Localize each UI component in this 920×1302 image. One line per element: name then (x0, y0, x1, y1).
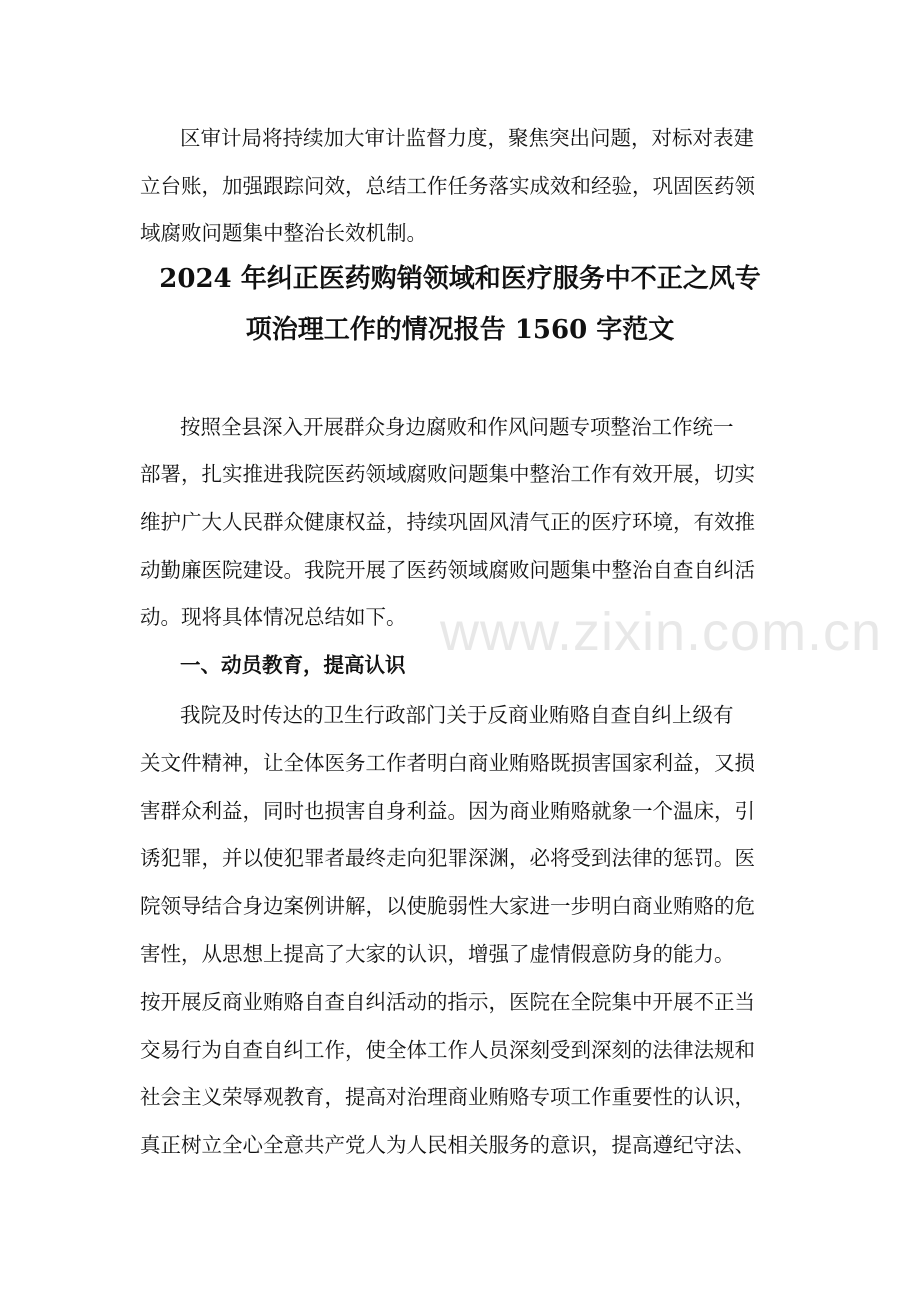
report-title-line-1: 2024 年纠正医药购销领域和医疗服务中不正之风专 (159, 264, 761, 294)
paragraph-2-line-9: 社会主义荣辱观教育，提高对治理商业贿赂专项工作重要性的认识， (140, 1085, 755, 1109)
paragraph-2-line-3: 害群众利益，同时也损害自身利益。因为商业贿赂就象一个温床，引 (140, 799, 755, 823)
paragraph-2-line-6: 害性，从思想上提高了大家的认识，增强了虚情假意防身的能力。 (140, 942, 735, 966)
paragraph-2-line-7: 按开展反商业贿赂自查自纠活动的指示，医院在全院集中开展不正当 (140, 990, 755, 1014)
paragraph-1-line-5: 动。现将具体情况总结如下。 (140, 605, 407, 629)
paragraph-2-line-1: 我院及时传达的卫生行政部门关于反商业贿赂自查自纠上级有 (180, 703, 734, 727)
paragraph-2-line-5: 院领导结合身边案例讲解，以使脆弱性大家进一步明白商业贿赂的危 (140, 894, 755, 918)
intro-line-1: 区审计局将持续加大审计监督力度，聚焦突出问题，对标对表建 (180, 126, 754, 150)
paragraph-2-line-8: 交易行为自查自纠工作，使全体工作人员深刻受到深刻的法律法规和 (140, 1038, 755, 1062)
section-heading: 一、动员教育，提高认识 (180, 653, 406, 677)
paragraph-1-line-1: 按照全县深入开展群众身边腐败和作风问题专项整治工作统一 (180, 415, 734, 439)
intro-line-3: 域腐败问题集中整治长效机制。 (140, 221, 427, 245)
site-watermark: www.zixin.com.cn (440, 602, 883, 662)
report-title-line-2: 项治理工作的情况报告 1560 字范文 (245, 315, 675, 345)
paragraph-1-line-2: 部署，扎实推进我院医药领域腐败问题集中整治工作有效开展，切实 (140, 462, 755, 486)
intro-line-2: 立台账，加强跟踪问效，总结工作任务落实成效和经验，巩固医药领 (140, 174, 755, 198)
paragraph-1-line-4: 动勤廉医院建设。我院开展了医药领域腐败问题集中整治自查自纠活 (140, 558, 755, 582)
paragraph-2-line-4: 诱犯罪，并以使犯罪者最终走向犯罪深渊，必将受到法律的惩罚。医 (140, 846, 755, 870)
paragraph-1-line-3: 维护广大人民群众健康权益，持续巩固风清气正的医疗环境，有效推 (140, 510, 755, 534)
paragraph-2-line-2: 关文件精神，让全体医务工作者明白商业贿赂既损害国家利益，又损 (140, 751, 755, 775)
paragraph-2-line-10: 真正树立全心全意共产党人为人民相关服务的意识，提高遵纪守法、 (140, 1133, 755, 1157)
